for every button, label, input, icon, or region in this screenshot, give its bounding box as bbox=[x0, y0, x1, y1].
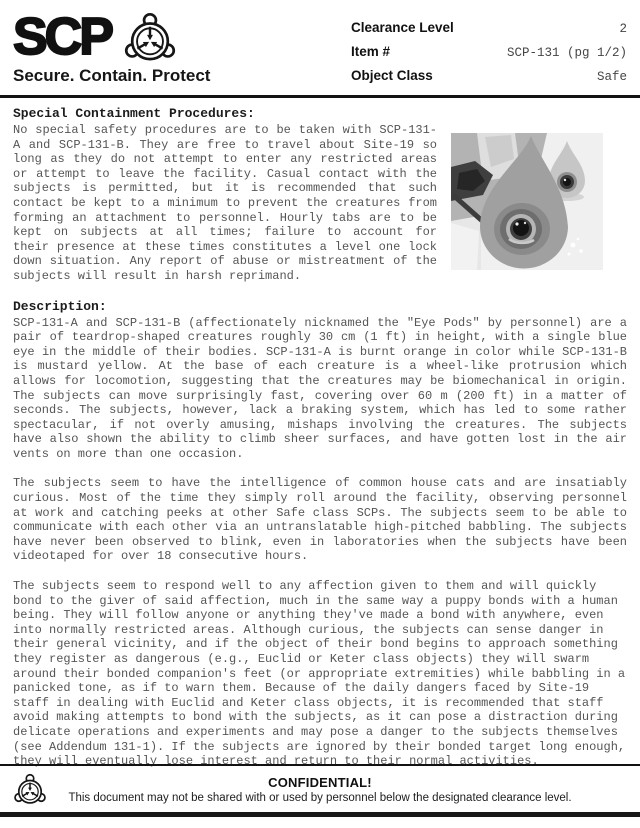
item-number-value: SCP-131 (pg 1/2) bbox=[506, 46, 627, 60]
document-body bbox=[0, 98, 640, 769]
scp-logo-block bbox=[13, 8, 211, 86]
scp-emblem-icon bbox=[123, 12, 177, 62]
document-meta bbox=[351, 12, 627, 86]
scp-131-photo bbox=[451, 133, 603, 270]
object-class-label: Object Class bbox=[351, 68, 433, 83]
footer-text-block bbox=[47, 775, 627, 804]
scp-131-photo-frame bbox=[451, 133, 603, 270]
scp-emblem-footer-icon bbox=[13, 773, 47, 805]
object-class-value: Safe bbox=[596, 70, 627, 84]
clearance-notice: This document may not be shared with or used by personnel below the designated clearance level. bbox=[68, 791, 572, 804]
meta-row-object-class bbox=[351, 68, 627, 84]
scp-logo-text: SCP bbox=[13, 8, 111, 66]
description-paragraph-2: The subjects seem to have the intelligence of common house cats and are insatiably curious. Most of the time they simply roll around the facility, observing personnel at work and catching peeks at other Safe class SCPs. The subjects seem to be able to communicate with each other via an untranslatable high-pitched babbling. The subjects have never been observed to blink, even in laboratories when the subjects have been videotaped for over 18 consecutive hours. bbox=[13, 476, 627, 564]
containment-heading: Special Containment Procedures: bbox=[13, 106, 255, 121]
containment-text: No special safety procedures are to be taken with SCP-131-A and SCP-131-B. They are free to travel about Site-19 so long as they do not attempt to enter any restricted areas or attempt to leave the facility. Casual contact with the subjects is permitted, but it is recommended that such contact be kept to a minimum to prevent the creatures from forming an attachment to personnel. Hourly tabs are to be kept on subjects at all times; failure to account for their presence at these times constitutes a level one lock down situation. Any report of abuse or mistreatment of the subjects will result in harsh reprimand. bbox=[13, 123, 437, 283]
bottom-bar bbox=[0, 812, 640, 817]
document-header bbox=[0, 0, 640, 86]
meta-row-item-number bbox=[351, 44, 627, 60]
description-section bbox=[13, 299, 627, 769]
footer-divider bbox=[0, 764, 640, 766]
clearance-level-value: 2 bbox=[619, 22, 627, 36]
meta-row-clearance-level bbox=[351, 20, 627, 36]
scp-tagline: Secure. Contain. Protect bbox=[13, 66, 211, 85]
confidential-label: CONFIDENTIAL! bbox=[268, 774, 372, 790]
description-paragraph-3: The subjects seem to respond well to any affection given to them and will quickly bond to the giver of said affection, much in the same way a puppy bonds with a human being. They will follow anyone or anything they've made a bond with anywhere, even into normally restricted areas. Although curious, the subjects can sense danger in their general vicinity, and if the object of their bond begins to approach something they register as dangerous (e.g., Euclid or Keter class objects) they will swarm around their bonded companion's feet (or appropriate extremities) while babbling in a panicked tone, as if to warn them. Because of the daily dangers faced by Site-19 staff in dealing with Euclid and Keter class objects, it is recommended that staff avoid making attempts to bond with the subjects, as it can pose a distraction during delicate operations and experiments and may pose a danger to the subjects themselves (see Addendum 131-1). If the subjects are ignored by their bonded target long enough, they will eventually lose interest and return to their normal activities. bbox=[13, 579, 626, 769]
description-paragraph-1: SCP-131-A and SCP-131-B (affectionately nicknamed the "Eye Pods" by personnel) are a pair of teardrop-shaped creatures roughly 30 cm (1 ft) in height, with a single blue eye in the middle of their bodies. SCP-131-A is burnt orange in color while SCP-131-B is mustard yellow. At the base of each creature is a wheel-like protrusion which allows for locomotion, suggesting that the creatures may be biomechanical in origin. The subjects can move surprisingly fast, covering over 60 m (200 ft) in a matter of seconds. The subjects, however, lack a braking system, which has led to some rather spectacular, if not overly amusing, mishaps involving the creatures. The subjects have also shown the ability to climb sheer surfaces, and have gotten lost in the air vents on more than one occasion. bbox=[13, 315, 627, 461]
clearance-level-label: Clearance Level bbox=[351, 20, 454, 35]
containment-section bbox=[13, 106, 627, 299]
description-heading: Description: bbox=[13, 298, 107, 314]
item-number-label: Item # bbox=[351, 44, 391, 59]
document-footer bbox=[0, 768, 640, 810]
